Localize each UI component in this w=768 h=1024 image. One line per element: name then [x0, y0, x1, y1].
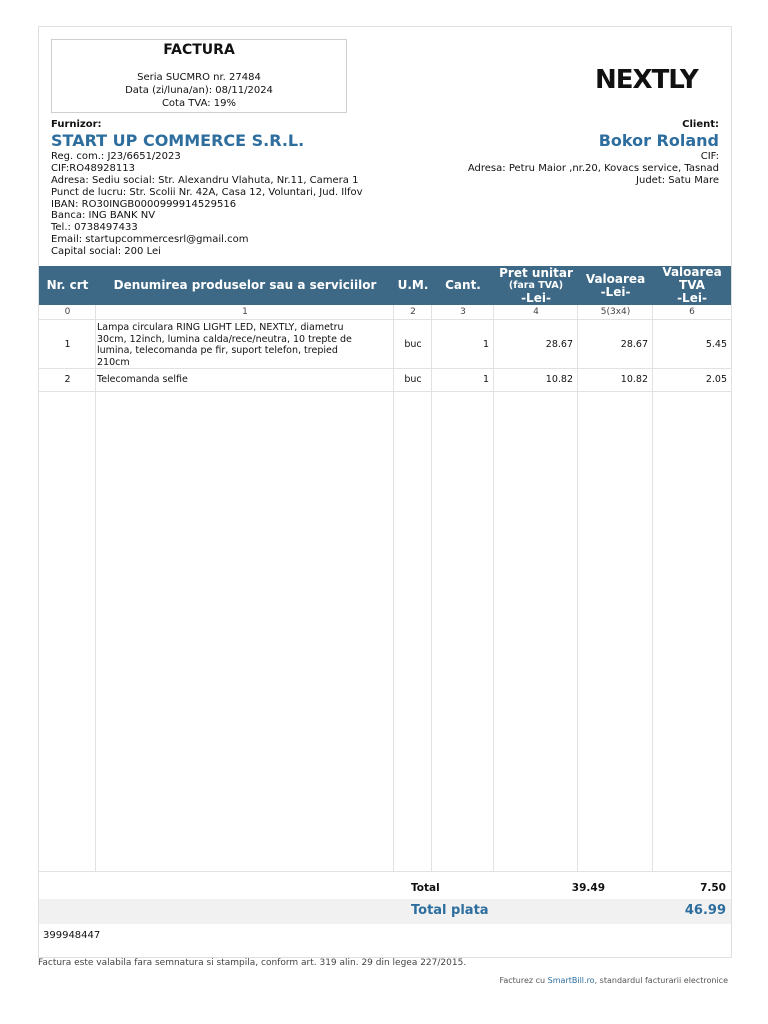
cell-nr: 2 [64, 374, 71, 385]
client-line: Adresa: Petru Maior ,nr.20, Kovacs service, Tasnad [467, 162, 719, 174]
supplier-block [51, 119, 363, 258]
supplier-line: CIF:RO48928113 [51, 162, 135, 174]
table-row [39, 320, 731, 369]
invoice-series: Seria SUCMRO nr. 27484 [137, 72, 261, 83]
index-cell: 4 [533, 307, 539, 317]
index-cell: 3 [460, 307, 466, 317]
col-header-pret: Pret unitar (fara TVA) -Lei- [499, 265, 573, 305]
svg-text:NEXTLY: NEXTLY [595, 65, 698, 93]
invoice-document [38, 26, 732, 958]
total-label: Total [411, 882, 440, 894]
col-header-tva: Valoarea TVA -Lei- [662, 265, 722, 305]
cell-tva: 2.05 [705, 374, 727, 385]
total-tva-value: 7.50 [700, 882, 726, 894]
client-line: CIF: [700, 150, 719, 162]
nextly-logo [595, 63, 721, 93]
client-line: Judet: Satu Mare [636, 174, 719, 186]
cell-pret: 10.82 [545, 374, 573, 385]
index-cell: 5(3x4) [600, 307, 631, 317]
supplier-line: Tel.: 0738497433 [51, 222, 138, 234]
col-header-valoare: Valoarea -Lei- [585, 271, 646, 299]
total-plata-value: 46.99 [684, 903, 726, 918]
col-header-cant: Cant. [445, 278, 481, 292]
cell-tva: 5.45 [705, 339, 727, 350]
cell-pret: 28.67 [545, 339, 573, 350]
invoice-title-box [51, 39, 347, 113]
cell-description: Telecomanda selfie [97, 374, 188, 385]
cell-description: Lampa circulara RING LIGHT LED, NEXTLY, diametru 30cm, 12inch, lumina calda/rece/neutra, 10 trepte de lumina, telecomanda pe fir, suport telefon, trepied 210cm [97, 322, 352, 368]
supplier-line: Reg. com.: J23/6651/2023 [51, 150, 181, 162]
total-plata-row [39, 899, 731, 924]
col-header-nr: Nr. crt [46, 278, 89, 292]
client-label: Client: [682, 119, 719, 130]
supplier-line: Adresa: Sediu social: Str. Alexandru Vlahuta, Nr.11, Camera 1 [51, 174, 359, 186]
index-cell: 1 [242, 307, 248, 317]
cell-valoare: 10.82 [620, 374, 648, 385]
supplier-line: Punct de lucru: Str. Scolii Nr. 42A, Casa 12, Voluntari, Jud. Ilfov [51, 186, 363, 198]
column-index-row [39, 307, 731, 320]
cell-cant: 1 [482, 374, 489, 385]
smartbill-link[interactable]: SmartBill.ro [547, 976, 595, 985]
cell-cant: 1 [482, 339, 489, 350]
supplier-line: Email: startupcommercesrl@gmail.com [51, 234, 249, 246]
col-header-denumire: Denumirea produselor sau a serviciilor [113, 278, 377, 292]
cell-nr: 1 [64, 339, 71, 350]
index-cell: 0 [64, 307, 71, 317]
supplier-label: Furnizor: [51, 119, 102, 130]
invoice-code: 399948447 [43, 930, 101, 941]
index-cell: 2 [410, 307, 416, 317]
total-plata-label: Total plata [411, 903, 489, 918]
invoice-title: FACTURA [163, 42, 235, 58]
supplier-line: IBAN: RO30INGB0000999914529516 [51, 198, 237, 210]
smartbill-prefix: Facturez cu [499, 976, 548, 985]
index-cell: 6 [689, 307, 695, 317]
cell-um: buc [404, 374, 422, 385]
invoice-vat-rate: Cota TVA: 19% [161, 98, 237, 109]
validity-note: Factura este valabila fara semnatura si stampila, conform art. 319 alin. 29 din legea 227/2015. [38, 958, 467, 968]
col-header-um: U.M. [397, 278, 429, 292]
invoice-date: Data (zi/luna/an): 08/11/2024 [125, 85, 273, 96]
smartbill-footer [500, 976, 729, 985]
supplier-line: Capital social: 200 Lei [51, 246, 161, 258]
supplier-name: START UP COMMERCE S.R.L. [51, 130, 305, 150]
items-table-header [39, 266, 731, 305]
table-row [39, 369, 731, 392]
cell-um: buc [404, 339, 422, 350]
supplier-line: Banca: ING BANK NV [51, 210, 156, 222]
cell-valoare: 28.67 [620, 339, 648, 350]
client-name: Bokor Roland [598, 130, 719, 150]
total-value: 39.49 [571, 882, 605, 894]
client-block [468, 119, 719, 187]
totals-row [39, 871, 731, 900]
smartbill-suffix: , standardul facturarii electronice [594, 976, 728, 985]
